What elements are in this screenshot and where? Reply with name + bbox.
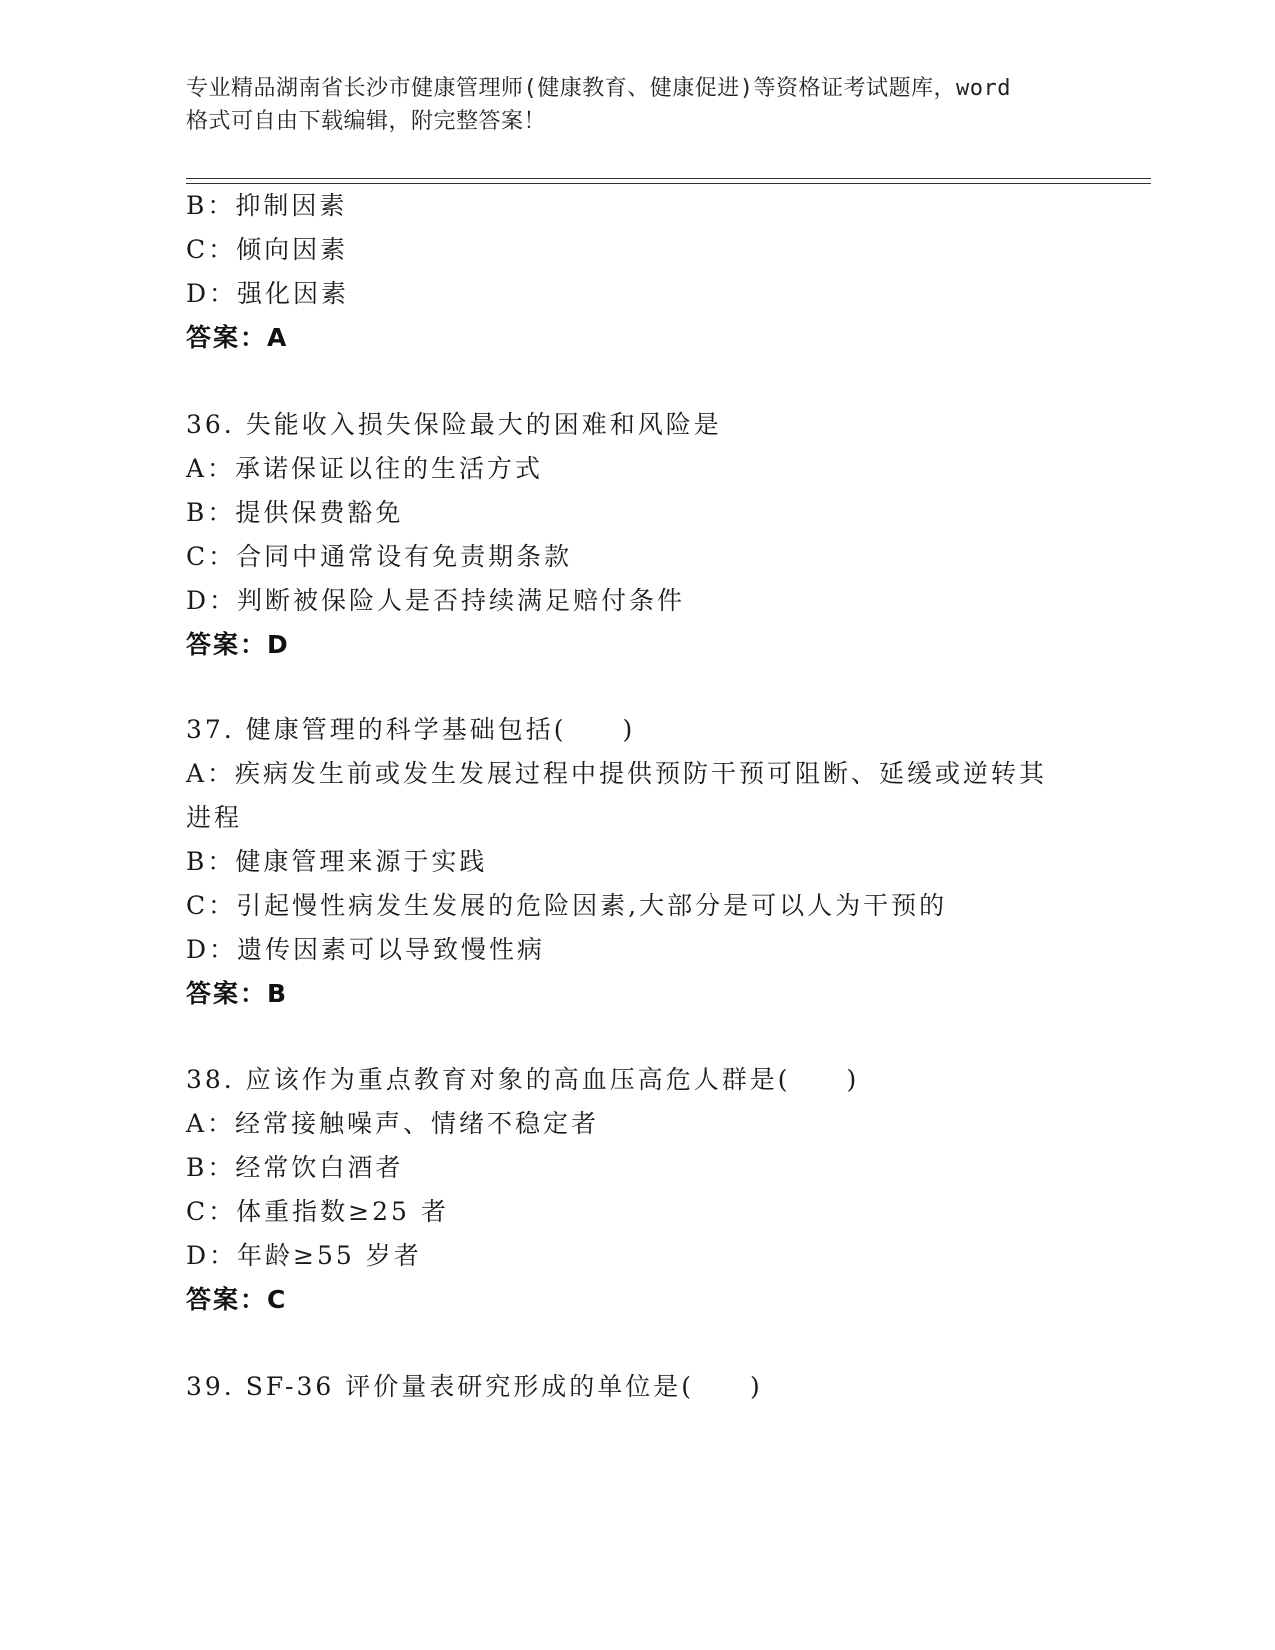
q38-option-a: A：经常接触噪声、情绪不稳定者 — [186, 1109, 600, 1138]
q37-answer: 答案：B — [186, 979, 289, 1008]
q37-option-a-line-2: 进程 — [186, 803, 243, 832]
q35-option-d: D：强化因素 — [186, 279, 350, 308]
q37-question: 37. 健康管理的科学基础包括( ) — [186, 715, 636, 744]
q37-option-d: D：遗传因素可以导致慢性病 — [186, 935, 546, 964]
q36-option-b: B：提供保费豁免 — [186, 498, 404, 527]
q37-option-a-line-1: A：疾病发生前或发生发展过程中提供预防干预可阻断、延缓或逆转其 — [186, 759, 1048, 788]
header-line-1: 专业精品湖南省长沙市健康管理师(健康教育、健康促进)等资格证考试题库，word — [186, 76, 1011, 101]
q36-option-d: D：判断被保险人是否持续满足赔付条件 — [186, 586, 686, 615]
header-line-2: 格式可自由下载编辑，附完整答案！ — [186, 109, 547, 134]
q38-option-b: B：经常饮白酒者 — [186, 1153, 404, 1182]
header-divider-bottom — [186, 183, 1151, 184]
q36-option-a: A：承诺保证以往的生活方式 — [186, 454, 544, 483]
header-divider-top — [186, 178, 1151, 179]
q38-option-c: C：体重指数≥25 者 — [186, 1197, 449, 1226]
q36-option-c: C：合同中通常设有免责期条款 — [186, 542, 573, 571]
q36-question: 36. 失能收入损失保险最大的困难和风险是 — [186, 410, 722, 439]
q38-question: 38. 应该作为重点教育对象的高血压高危人群是( ) — [186, 1065, 860, 1094]
document-header — [186, 72, 1086, 138]
q35-option-b: B：抑制因素 — [186, 191, 348, 220]
q36-answer: 答案：D — [186, 630, 290, 659]
q38-option-d: D：年龄≥55 岁者 — [186, 1241, 422, 1270]
q37-option-c: C：引起慢性病发生发展的危险因素,大部分是可以人为干预的 — [186, 891, 948, 920]
q35-answer: 答案：A — [186, 323, 289, 352]
q38-answer: 答案：C — [186, 1285, 288, 1314]
q37-option-b: B：健康管理来源于实践 — [186, 847, 488, 876]
q35-option-c: C：倾向因素 — [186, 235, 349, 264]
q39-question: 39. SF-36 评价量表研究形成的单位是( ) — [186, 1372, 763, 1401]
